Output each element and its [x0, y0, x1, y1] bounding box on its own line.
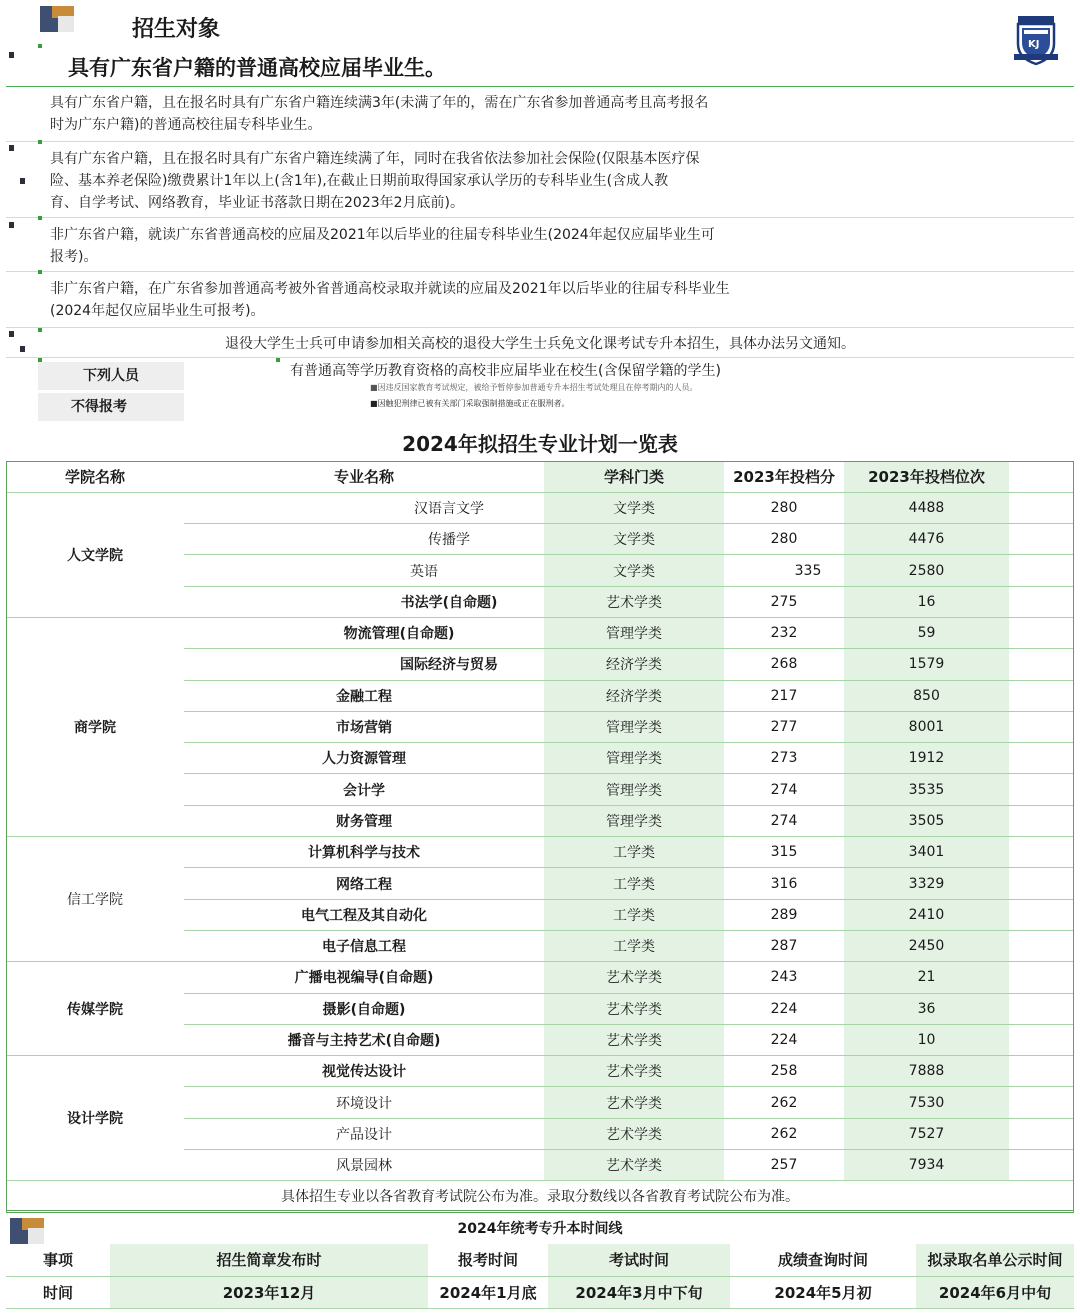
score-cell: 289	[724, 899, 844, 930]
major-name: 电气工程及其自动化	[184, 899, 544, 930]
category-cell: 管理学类	[544, 743, 724, 774]
timeline-cell: 2024年1月底	[428, 1276, 548, 1308]
excluded-sub1: ■因违反国家教育考试规定，被给予暂停参加普通专升本招生考试处理且在停考期内的人员。	[370, 383, 698, 392]
timeline-cell: 事项	[6, 1244, 110, 1276]
rank-cell: 2450	[844, 930, 1009, 961]
score-cell: 273	[724, 743, 844, 774]
timeline-cell: 时间	[6, 1276, 110, 1308]
spacer-cell	[1009, 899, 1074, 930]
spacer-cell	[1009, 492, 1074, 523]
requirement-2: 具有广东省户籍，且在报名时具有广东省户籍连续满了年，同时在我省依法参加社会保险(仅限基本医疗保 险、基本养老保险)缴费累计1年以上(含1年),在截止日期前取得国家承认学历的专科毕业生(含成人教 育、自学考试、网络教育，毕业证书落款日期在2023年2月底前)。	[6, 142, 1074, 218]
timeline-table	[6, 1244, 1074, 1309]
major-name: 书法学(自命题)	[184, 586, 544, 617]
rank-cell: 4488	[844, 492, 1009, 523]
major-name: 财务管理	[184, 805, 544, 836]
score-cell: 262	[724, 1118, 844, 1149]
table-row	[6, 617, 1074, 648]
category-cell: 文学类	[544, 555, 724, 586]
category-cell: 管理学类	[544, 711, 724, 742]
major-name: 汉语言文学	[184, 492, 544, 523]
major-name: 广播电视编导(自命题)	[184, 962, 544, 993]
col-header: 2023年投档分	[724, 461, 844, 492]
plan-table	[6, 461, 1074, 1181]
spacer-cell	[1009, 524, 1074, 555]
rank-cell: 16	[844, 586, 1009, 617]
major-name: 人力资源管理	[184, 743, 544, 774]
category-cell: 管理学类	[544, 617, 724, 648]
major-name: 会计学	[184, 774, 544, 805]
category-cell: 管理学类	[544, 805, 724, 836]
timeline-cell: 2023年12月	[110, 1276, 428, 1308]
plan-footnote: 具体招生专业以各省教育考试院公布为准。录取分数线以各省教育考试院公布为准。	[6, 1182, 1074, 1213]
divider	[6, 86, 1074, 87]
category-cell: 工学类	[544, 930, 724, 961]
spacer-cell	[1009, 774, 1074, 805]
spacer-cell	[1009, 837, 1074, 868]
timeline-cell: 报考时间	[428, 1244, 548, 1276]
major-name: 播音与主持艺术(自命题)	[184, 1024, 544, 1055]
spacer-cell	[1009, 993, 1074, 1024]
marker-icon	[38, 44, 42, 48]
bullet-icon	[9, 52, 14, 58]
major-name: 电子信息工程	[184, 930, 544, 961]
timeline-title: 2024年统考专升本时间线	[457, 1221, 623, 1237]
table-header-row	[6, 461, 1074, 492]
score-cell: 274	[724, 805, 844, 836]
rank-cell: 7530	[844, 1087, 1009, 1118]
category-cell: 经济学类	[544, 649, 724, 680]
score-cell: 315	[724, 837, 844, 868]
spacer-cell	[1009, 743, 1074, 774]
score-cell: 335	[724, 555, 844, 586]
rank-cell: 10	[844, 1024, 1009, 1055]
main-requirement: 具有广东省户籍的普通高校应届毕业生。	[68, 56, 446, 80]
spacer-cell	[1009, 1118, 1074, 1149]
rank-cell: 36	[844, 993, 1009, 1024]
timeline-cell: 拟录取名单公示时间	[916, 1244, 1074, 1276]
rank-cell: 21	[844, 962, 1009, 993]
col-header: 学院名称	[6, 461, 184, 492]
major-name: 摄影(自命题)	[184, 993, 544, 1024]
rank-cell: 7527	[844, 1118, 1009, 1149]
table-row	[6, 962, 1074, 993]
category-cell: 工学类	[544, 837, 724, 868]
excluded-sub2: ■因触犯刑律已被有关部门采取强制措施或正在服刑者。	[370, 399, 570, 408]
major-name: 风景园林	[184, 1150, 544, 1181]
score-cell: 275	[724, 586, 844, 617]
marker-icon	[276, 358, 280, 362]
excluded-label-top: 下列人员	[38, 362, 184, 390]
spacer-cell	[1009, 617, 1074, 648]
college-name: 商学院	[6, 617, 184, 836]
major-name: 金融工程	[184, 680, 544, 711]
rank-cell: 2410	[844, 899, 1009, 930]
score-cell: 217	[724, 680, 844, 711]
score-cell: 224	[724, 1024, 844, 1055]
spacer-cell	[1009, 555, 1074, 586]
category-cell: 艺术学类	[544, 1118, 724, 1149]
category-cell: 艺术学类	[544, 1150, 724, 1181]
rank-cell: 59	[844, 617, 1009, 648]
veteran-note: 退役大学生士兵可申请参加相关高校的退役大学生士兵免文化课考试专升本招生，具体办法另文通知。	[6, 330, 1074, 358]
college-name: 传媒学院	[6, 962, 184, 1056]
excluded-label-bottom: 不得报考	[38, 393, 184, 421]
category-cell: 管理学类	[544, 774, 724, 805]
score-cell: 224	[724, 993, 844, 1024]
rank-cell: 7934	[844, 1150, 1009, 1181]
timeline-row-dates	[6, 1276, 1074, 1308]
score-cell: 287	[724, 930, 844, 961]
score-cell: 232	[724, 617, 844, 648]
timeline-row-items	[6, 1244, 1074, 1276]
timeline-cell: 成绩查询时间	[730, 1244, 916, 1276]
col-header: 2023年投档位次	[844, 461, 1009, 492]
major-name: 英语	[184, 555, 544, 586]
timeline-cell: 2024年5月初	[730, 1276, 916, 1308]
requirement-3: 非广东省户籍，就读广东省普通高校的应届及2021年以后毕业的往届专科毕业生(2024年起仅应届毕业生可 报考)。	[6, 218, 1074, 272]
plan-title: 2024年拟招生专业计划一览表	[402, 432, 678, 456]
score-cell: 316	[724, 868, 844, 899]
rank-cell: 850	[844, 680, 1009, 711]
major-name: 市场营销	[184, 711, 544, 742]
spacer-cell	[1009, 1150, 1074, 1181]
timeline-cell: 考试时间	[548, 1244, 730, 1276]
spacer-cell	[1009, 649, 1074, 680]
rank-cell: 7888	[844, 1056, 1009, 1087]
category-cell: 艺术学类	[544, 962, 724, 993]
rank-cell: 3505	[844, 805, 1009, 836]
major-name: 视觉传达设计	[184, 1056, 544, 1087]
category-cell: 艺术学类	[544, 1087, 724, 1118]
college-name: 人文学院	[6, 492, 184, 617]
col-header: 专业名称	[184, 461, 544, 492]
score-cell: 243	[724, 962, 844, 993]
major-name: 产品设计	[184, 1118, 544, 1149]
category-cell: 经济学类	[544, 680, 724, 711]
rank-cell: 1579	[844, 649, 1009, 680]
table-row	[6, 492, 1074, 523]
score-cell: 274	[724, 774, 844, 805]
spacer-cell	[1009, 1087, 1074, 1118]
college-name: 设计学院	[6, 1056, 184, 1181]
score-cell: 258	[724, 1056, 844, 1087]
score-cell: 280	[724, 524, 844, 555]
table-row	[6, 1056, 1074, 1087]
spacer-cell	[1009, 586, 1074, 617]
spacer-cell	[1009, 868, 1074, 899]
score-cell: 257	[724, 1150, 844, 1181]
category-cell: 艺术学类	[544, 586, 724, 617]
requirement-1: 具有广东省户籍，且在报名时具有广东省户籍连续满3年(未满了年的，需在广东省参加普通高考且高考报名 时为广东户籍)的普通高校往届专科毕业生。	[6, 88, 1074, 142]
category-cell: 工学类	[544, 868, 724, 899]
category-cell: 文学类	[544, 492, 724, 523]
rank-cell: 8001	[844, 711, 1009, 742]
score-cell: 262	[724, 1087, 844, 1118]
category-cell: 艺术学类	[544, 1056, 724, 1087]
excluded-main: 有普通高等学历教育资格的高校非应届毕业在校生(含保留学籍的学生)	[290, 363, 721, 379]
rank-cell: 3329	[844, 868, 1009, 899]
table-row	[6, 837, 1074, 868]
timeline-cell: 2024年3月中下旬	[548, 1276, 730, 1308]
rank-cell: 1912	[844, 743, 1009, 774]
category-cell: 艺术学类	[544, 993, 724, 1024]
rank-cell: 3535	[844, 774, 1009, 805]
major-name: 物流管理(自命题)	[184, 617, 544, 648]
spacer-cell	[1009, 1056, 1074, 1087]
spacer-cell	[1009, 711, 1074, 742]
category-cell: 工学类	[544, 899, 724, 930]
spacer-cell	[1009, 680, 1074, 711]
section-title: 招生对象	[132, 17, 221, 42]
major-name: 国际经济与贸易	[184, 649, 544, 680]
score-cell: 268	[724, 649, 844, 680]
category-cell: 艺术学类	[544, 1024, 724, 1055]
col-header: 学科门类	[544, 461, 724, 492]
major-name: 网络工程	[184, 868, 544, 899]
category-cell: 文学类	[544, 524, 724, 555]
spacer-cell	[1009, 805, 1074, 836]
school-mark-icon	[40, 6, 74, 32]
college-name: 信工学院	[6, 837, 184, 962]
spacer-cell	[1009, 1024, 1074, 1055]
major-name: 环境设计	[184, 1087, 544, 1118]
major-name: 计算机科学与技术	[184, 837, 544, 868]
spacer-cell	[1009, 930, 1074, 961]
requirement-4: 非广东省户籍，在广东省参加普通高考被外省普通高校录取并就读的应届及2021年以后毕业的往届专科毕业生 (2024年起仅应届毕业生可报考)。	[6, 272, 1074, 328]
score-cell: 280	[724, 492, 844, 523]
emblem-letters: KJ	[1028, 39, 1040, 50]
major-name: 传播学	[184, 524, 544, 555]
timeline-cell: 2024年6月中旬	[916, 1276, 1074, 1308]
rank-cell: 4476	[844, 524, 1009, 555]
timeline-cell: 招生简章发布时	[110, 1244, 428, 1276]
score-cell: 277	[724, 711, 844, 742]
rank-cell: 2580	[844, 555, 1009, 586]
rank-cell: 3401	[844, 837, 1009, 868]
spacer-cell	[1009, 962, 1074, 993]
school-emblem-icon	[1012, 14, 1060, 66]
